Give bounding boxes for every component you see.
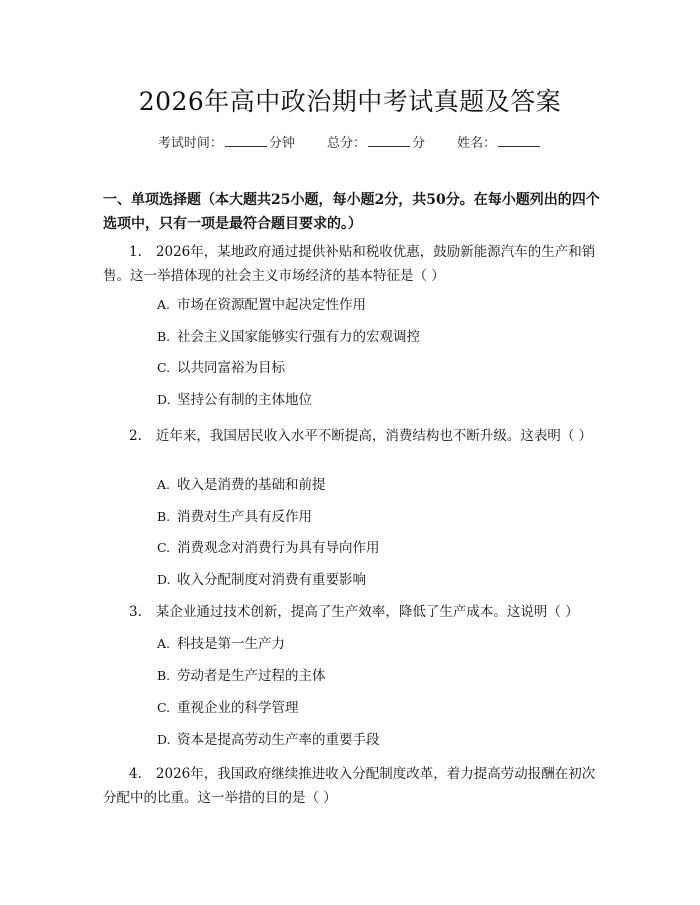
question-4 <box>103 762 597 810</box>
question-number: 2. <box>129 428 142 444</box>
total-score-field: 总分： 分 <box>326 136 426 151</box>
question-3 <box>103 600 597 624</box>
question-number: 4. <box>129 766 142 782</box>
question-stem: 某企业通过技术创新，提高了生产效率，降低了生产成本。这说明（ ） <box>155 604 579 620</box>
question-stem: 2026年，某地政府通过提供补贴和税收优惠，鼓励新能源汽车的生产和销售。这一举措体现的社会主义市场经济的基本特征是（ ） <box>103 244 596 284</box>
option-2d[interactable]: D. 收入分配制度对消费有重要影响 <box>157 572 366 588</box>
question-1 <box>103 240 597 288</box>
option-1b[interactable]: B. 社会主义国家能够实行强有力的宏观调控 <box>157 329 420 345</box>
option-1d[interactable]: D. 坚持公有制的主体地位 <box>157 392 312 408</box>
option-2b[interactable]: B. 消费对生产具有反作用 <box>157 509 312 525</box>
section-heading: 一、单项选择题（本大题共25小题，每小题2分，共50分。在每小题列出的四个选项中，只有一项是最符合题目要求的。） <box>103 192 600 232</box>
question-stem: 2026年，我国政府继续推进收入分配制度改革，着力提高劳动报酬在初次分配中的比重。这一举措的目的是（ ） <box>103 766 596 806</box>
total-score-blank[interactable] <box>368 134 410 147</box>
question-stem: 近年来，我国居民收入水平不断提高，消费结构也不断升级。这表明（ ） <box>155 428 593 444</box>
option-3d[interactable]: D. 资本是提高劳动生产率的重要手段 <box>157 732 380 748</box>
question-2 <box>103 424 597 448</box>
page-title: 2026年高中政治期中考试真题及答案 <box>138 87 562 116</box>
exam-meta <box>0 132 700 151</box>
exam-time-blank[interactable] <box>225 134 267 147</box>
option-3a[interactable]: A. 科技是第一生产力 <box>157 636 285 652</box>
name-blank[interactable] <box>498 134 540 147</box>
exam-time-field: 考试时间： 分钟 <box>157 136 295 151</box>
option-2a[interactable]: A. 收入是消费的基础和前提 <box>157 477 326 493</box>
name-field: 姓名： <box>457 136 542 151</box>
option-3c[interactable]: C. 重视企业的科学管理 <box>157 700 299 716</box>
question-number: 3. <box>129 604 142 620</box>
option-2c[interactable]: C. 消费观念对消费行为具有导向作用 <box>157 540 380 556</box>
option-1c[interactable]: C. 以共同富裕为目标 <box>157 360 285 376</box>
option-1a[interactable]: A. 市场在资源配置中起决定性作用 <box>157 297 366 313</box>
question-number: 1. <box>129 244 142 260</box>
option-3b[interactable]: B. 劳动者是生产过程的主体 <box>157 668 326 684</box>
